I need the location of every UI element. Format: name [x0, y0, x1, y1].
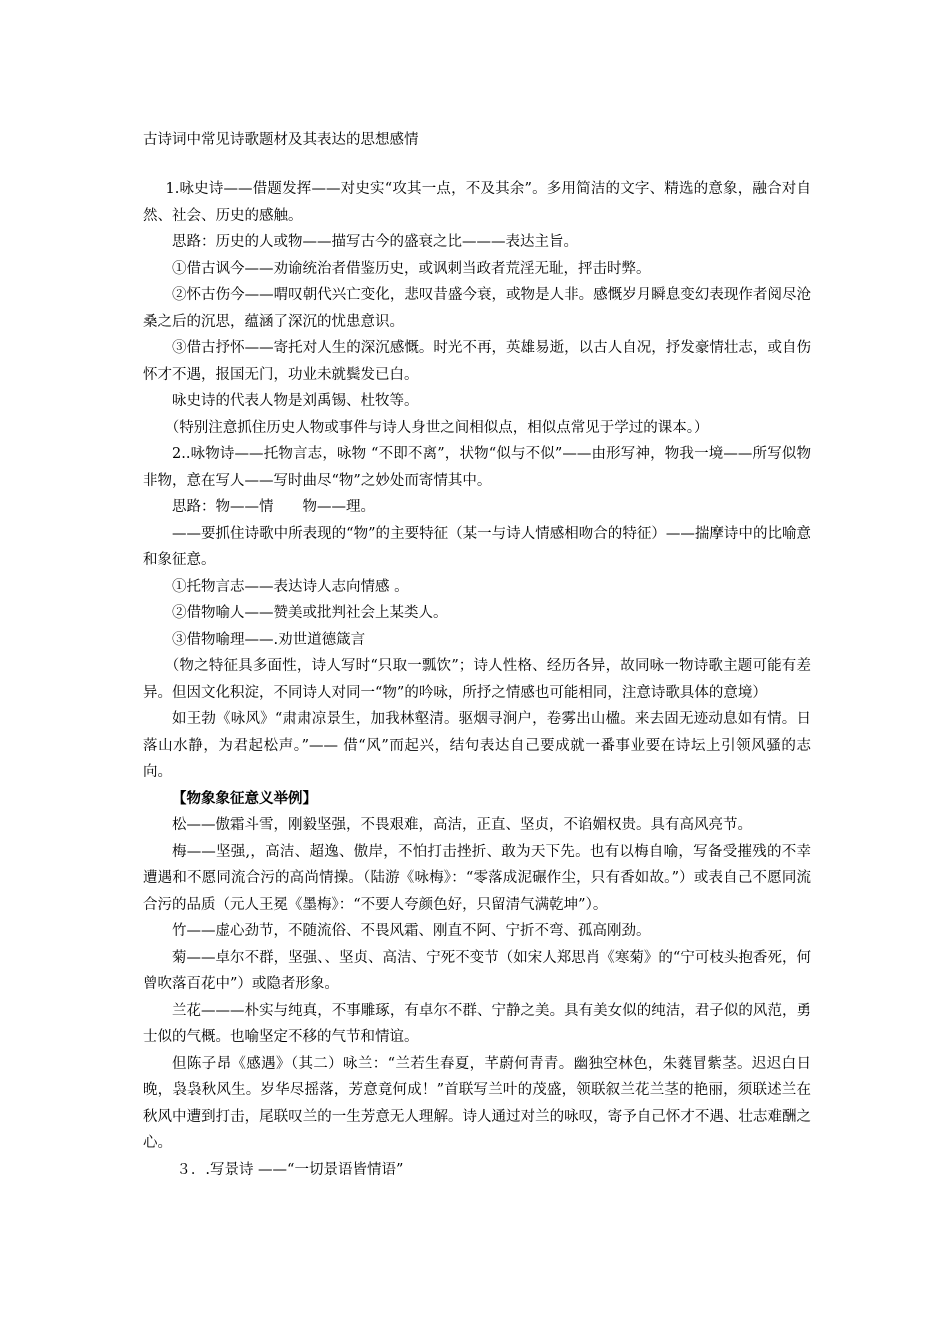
paragraph-yongshi-type-1: ①借古讽今——劝谕统治者借鉴历史，或讽刺当政者荒淫无耻，抨击时弊。	[172, 260, 651, 277]
paragraph-yongwu-feature: ——要抓住诗歌中所表现的“物”的主要特征（某一与诗人情感相吻合的特征）——揣摩诗中的比喻意和象征意。	[143, 525, 811, 568]
section-heading-symbolism: 【物象象征意义举例】	[172, 789, 317, 807]
document-title: 古诗词中常见诗歌题材及其表达的思想感情	[143, 132, 419, 148]
document-body	[143, 176, 811, 1183]
paragraph-bamboo: 竹——虚心劲节，不随流俗、不畏风霜、刚直不阿、宁折不弯、孤高刚劲。	[172, 923, 651, 939]
paragraph-xiejing-heading: ３．.写景诗 ——“一切景语皆情语”	[176, 1161, 404, 1178]
paragraph-orchid: 兰花———朴实与纯真，不事雕琢，有卓尔不群、宁静之美。具有美女似的纯洁，君子似的风范，勇士似的气概。也喻坚定不移的气节和情谊。	[143, 1002, 811, 1045]
paragraph-chenziang-example: 但陈子昂《感遇》（其二）咏兰：“兰若生春夏，芊蔚何青青。幽独空林色，朱蕤冒紫茎。迟迟白日晚，袅袅秋风生。岁华尽摇落，芳意竟何成！”首联写兰叶的茂盛，领联叙兰花兰茎的艳丽，须联述兰在秋风中遭到打击，尾联叹兰的一生芳意无人理解。诗人通过对兰的咏叹，寄予自己怀才不遇、壮志难酬之心。	[143, 1055, 811, 1151]
paragraph-yongwu-type-2: ②借物喻人——赞美或批判社会上某类人。	[172, 605, 448, 621]
paragraph-yongwu-note: （物之特征具多面性，诗人写时“只取一瓢饮”；诗人性格、经历各异，故同咏一物诗歌主题可能有差异。但因文化积淀，不同诗人对同一“物”的吟咏，所抒之情感也可能相同，注意诗歌具体的意境）	[143, 658, 811, 701]
paragraph-yongshi-representatives: 咏史诗的代表人物是刘禹锡、杜牧等。	[172, 393, 419, 409]
paragraph-yongshi-approach: 思路：历史的人或物——描写古今的盛衰之比———表达主旨。	[172, 234, 578, 250]
paragraph-yongwu-type-1: ①托物言志——表达诗人志向情感 。	[172, 578, 409, 595]
paragraph-plum: 梅——坚强,，高洁、超逸、傲岸，不怕打击挫折、敢为天下先。也有以梅自喻，写备受摧残的不幸遭遇和不愿同流合污的高尚情操。（陆游《咏梅》：“零落成泥碾作尘，只有香如故。”）或表自己不愿同流合污的品质（元人王冕《墨梅》：“不要人夸颜色好，只留清气满乾坤”）。	[143, 843, 811, 913]
paragraph-yongwu-intro: 2..咏物诗——托物言志，咏物 “不即不离”，状物“似与不似”——由形写神，物我一境——所写似物非物，意在写人——写时曲尽“物”之妙处而寄情其中。	[143, 446, 811, 489]
paragraph-pine: 松——傲霜斗雪，刚毅坚强，不畏艰难，高洁，正直、坚贞，不谄媚权贵。具有高风亮节。	[172, 817, 752, 833]
paragraph-yongshi-type-3: ③借古抒怀——寄托对人生的深沉感慨。时光不再，英雄易逝，以古人自况，抒发豪情壮志，或自伤怀才不遇，报国无门，功业未就鬓发已白。	[143, 340, 811, 383]
paragraph-yongshi-note: （特别注意抓住历史人物或事件与诗人身世之间相似点，相似点常见于学过的课本。）	[164, 419, 709, 436]
paragraph-yongshi-intro: 1.咏史诗——借题发挥——对史实“攻其一点，不及其余”。多用简洁的文字、精选的意象，融合对自然、社会、历史的感触。	[143, 181, 811, 224]
paragraph-chrysanthemum: 菊——卓尔不群，坚强、、坚贞、高洁、宁死不变节（如宋人郑思肖《寒菊》的“宁可枝头抱香死，何曾吹落百花中”）或隐者形象。	[143, 949, 811, 992]
paragraph-yongwu-type-3: ③借物喻理——.劝世道德箴言	[172, 631, 366, 648]
paragraph-yongshi-type-2: ②怀古伤今——喟叹朝代兴亡变化，悲叹昔盛今衰，或物是人非。感慨岁月瞬息变幻表现作者阅尽沧桑之后的沉思，蕴涵了深沉的忧患意识。	[143, 287, 811, 330]
paragraph-yongwu-approach: 思路：物——情 物——理。	[172, 499, 375, 515]
paragraph-wangbo-example: 如王勃《咏风》“肃肃凉景生，加我林壑清。驱烟寻涧户，卷雾出山楹。来去固无迹动息如有情。日落山水静，为君起松声。”—— 借“风”而起兴，结句表达自己要成就一番事业要在诗坛上引领风骚的志向。	[143, 711, 811, 780]
